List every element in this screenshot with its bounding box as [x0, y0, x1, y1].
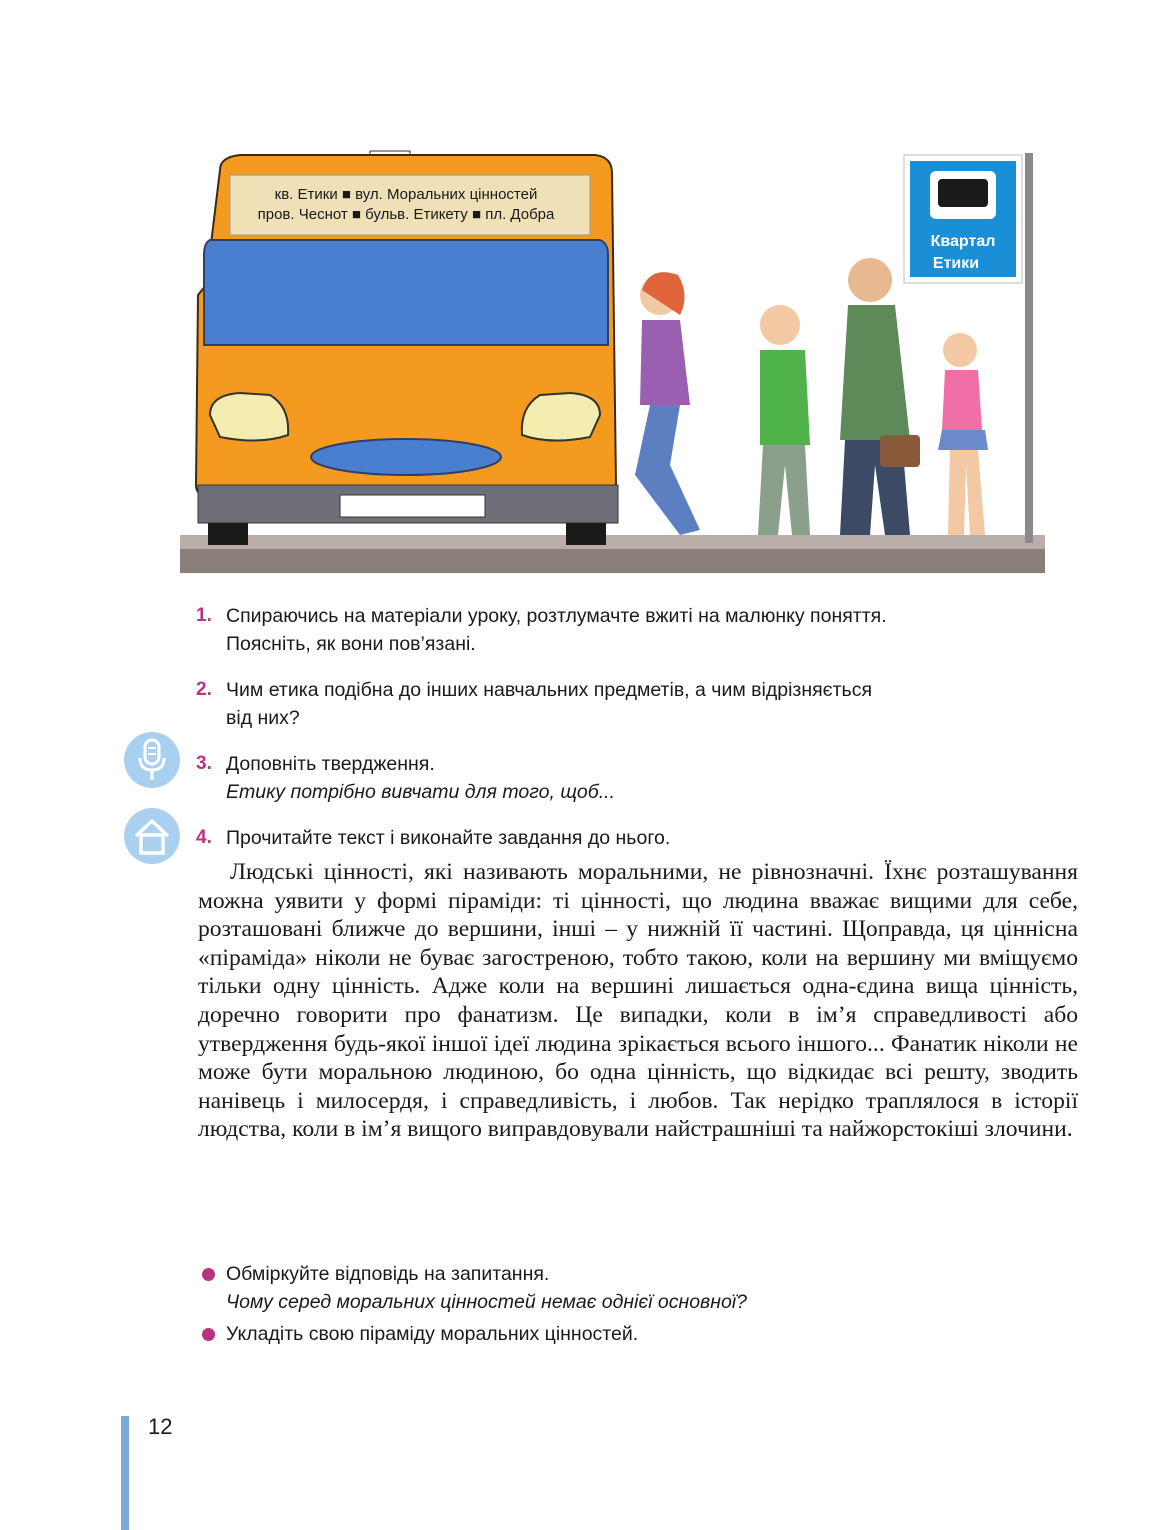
destination-board	[230, 175, 590, 235]
question-2	[196, 676, 996, 732]
bus-stop-illustration	[180, 145, 1045, 573]
bullet-item-2	[202, 1320, 1002, 1348]
reading-passage: Людські цінності, які називають моральними, не рівнозначні. Їхнє розташування можна уявити у формі піраміди: ті цінності, що людина вважає вищими для себе, розташовані ближче до вершини, інші – у нижній її частині. Щоправда, ця ціннісна «піраміда» ніколи не буває загостреною, тобто такою, коли на вершину ми вміщуємо тільки одну цінність. Адже коли на вершині лишається одна-єдина вища цінність, доречно говорити про фанатизм. Це випадки, коли в ім’я справедливості або утвердження будь-якої іншої ідеї людина зрікається всього іншого... Фанатик ніколи не може бути моральною людиною, бо одна цінність, що відкидає всі решту, зводить нанівець і милосердя, і справедливість, і любов. Так нерідко траплялося в історії людства, коли в ім’я вищого виправдовували найстрашніші та найжорстокіші злочини.	[198, 859, 1078, 1143]
question-text: від них?	[226, 707, 300, 729]
bus-icon	[938, 179, 988, 207]
bullet-text: Обміркуйте відповідь на запитання.	[226, 1263, 550, 1285]
boy-figure	[758, 305, 810, 535]
question-text: Прочитайте текст і виконайте завдання до нього.	[226, 827, 671, 849]
page-margin-bar	[121, 1416, 129, 1530]
question-3	[196, 750, 996, 806]
destination-line-1: кв. Етики ■ вул. Моральних цінностей	[274, 186, 538, 203]
question-number: 4.	[196, 827, 212, 848]
windshield	[204, 240, 608, 345]
bullet-item-1	[202, 1260, 1002, 1316]
question-italic: Етику потрібно вивчати для того, щоб...	[226, 781, 615, 803]
question-text: Спираючись на матеріали уроку, розтлумачте вжиті на малюнку поняття.	[226, 605, 887, 627]
microphone-icon	[124, 732, 180, 788]
question-1	[196, 602, 996, 658]
bullet-dot	[202, 1268, 215, 1281]
grandfather-figure	[840, 258, 920, 535]
bullet-italic: Чому серед моральних цінностей немає однієї основної?	[226, 1291, 747, 1313]
woman-figure	[635, 272, 700, 535]
girl-figure	[938, 333, 988, 535]
sign-line-1: Квартал	[930, 233, 996, 250]
right-headlight	[522, 393, 600, 441]
bullet-dot	[202, 1328, 215, 1341]
sign-line-2: Етики	[932, 255, 980, 272]
sign-pole	[1025, 153, 1033, 543]
question-number: 3.	[196, 753, 212, 774]
destination-line-2: пров. Чеснот ■ бульв. Етикету ■ пл. Добра	[257, 206, 555, 223]
question-number: 2.	[196, 679, 212, 700]
left-headlight	[210, 393, 288, 441]
question-text: Доповніть твердження.	[226, 753, 435, 775]
license-plate	[340, 495, 485, 517]
question-4	[196, 824, 996, 852]
question-text: Поясніть, як вони пов’язані.	[226, 633, 476, 655]
bullet-text: Укладіть свою піраміду моральних цінностей.	[226, 1323, 639, 1345]
home-icon	[124, 808, 180, 864]
page-number: 12	[148, 1414, 173, 1439]
question-number: 1.	[196, 605, 212, 626]
question-text: Чим етика подібна до інших навчальних предметів, а чим відрізняється	[226, 679, 873, 701]
